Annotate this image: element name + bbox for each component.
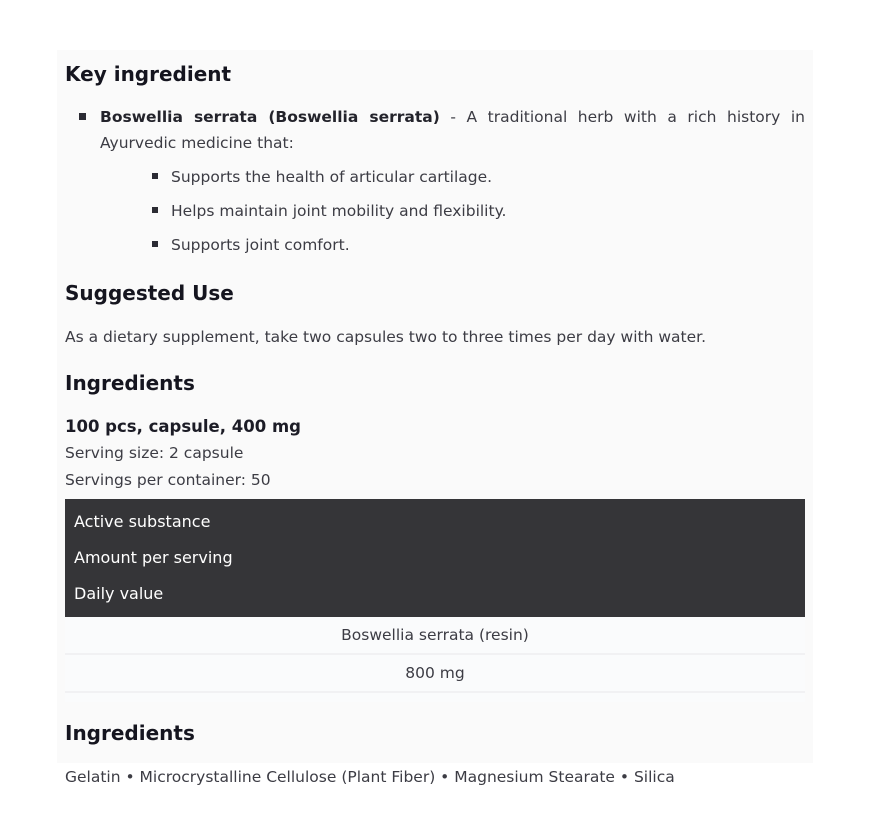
servings-per-container: Servings per container: 50 bbox=[65, 470, 271, 489]
list-item bbox=[100, 232, 805, 258]
ingredients-heading: Ingredients bbox=[65, 371, 195, 395]
square-bullet-icon bbox=[152, 173, 158, 179]
table-cell-daily-value bbox=[65, 693, 805, 702]
suggested-use-heading: Suggested Use bbox=[65, 281, 234, 305]
table-header-active-substance: Active substance bbox=[74, 512, 211, 531]
table-cell-amount: 800 mg bbox=[65, 655, 805, 693]
table-header-block bbox=[65, 499, 805, 617]
product-description-panel bbox=[57, 50, 813, 786]
ingredient-name: Boswellia serrata (Boswellia serrata) bbox=[100, 108, 440, 126]
key-ingredient-list bbox=[65, 104, 805, 258]
benefit-text: Supports joint comfort. bbox=[171, 236, 350, 254]
benefit-text: Helps maintain joint mobility and flexibility. bbox=[171, 202, 507, 220]
ingredient-description: - A traditional herb with a rich history in Ayurvedic medicine that: bbox=[100, 108, 805, 152]
benefit-list bbox=[100, 164, 805, 258]
square-bullet-icon bbox=[79, 113, 86, 120]
serving-size: Serving size: 2 capsule bbox=[65, 444, 244, 462]
square-bullet-icon bbox=[152, 241, 158, 247]
other-ingredients-text: Gelatin • Microcrystalline Cellulose (Plant Fiber) • Magnesium Stearate • Silica bbox=[65, 768, 675, 786]
table-header-amount-per-serving: Amount per serving bbox=[74, 548, 233, 567]
other-ingredients-heading: Ingredients bbox=[65, 721, 195, 745]
suggested-use-text: As a dietary supplement, take two capsules two to three times per day with water. bbox=[65, 328, 706, 346]
list-item bbox=[100, 198, 805, 224]
supplement-facts-table bbox=[65, 499, 805, 702]
table-cell-substance: Boswellia serrata (resin) bbox=[65, 617, 805, 655]
benefit-text: Supports the health of articular cartilage. bbox=[171, 168, 493, 186]
key-ingredient-heading: Key ingredient bbox=[65, 62, 232, 86]
square-bullet-icon bbox=[152, 207, 158, 213]
list-item bbox=[100, 164, 805, 190]
product-spec: 100 pcs, capsule, 400 mg bbox=[65, 417, 301, 436]
table-header-daily-value: Daily value bbox=[74, 584, 164, 603]
list-item bbox=[65, 104, 805, 258]
